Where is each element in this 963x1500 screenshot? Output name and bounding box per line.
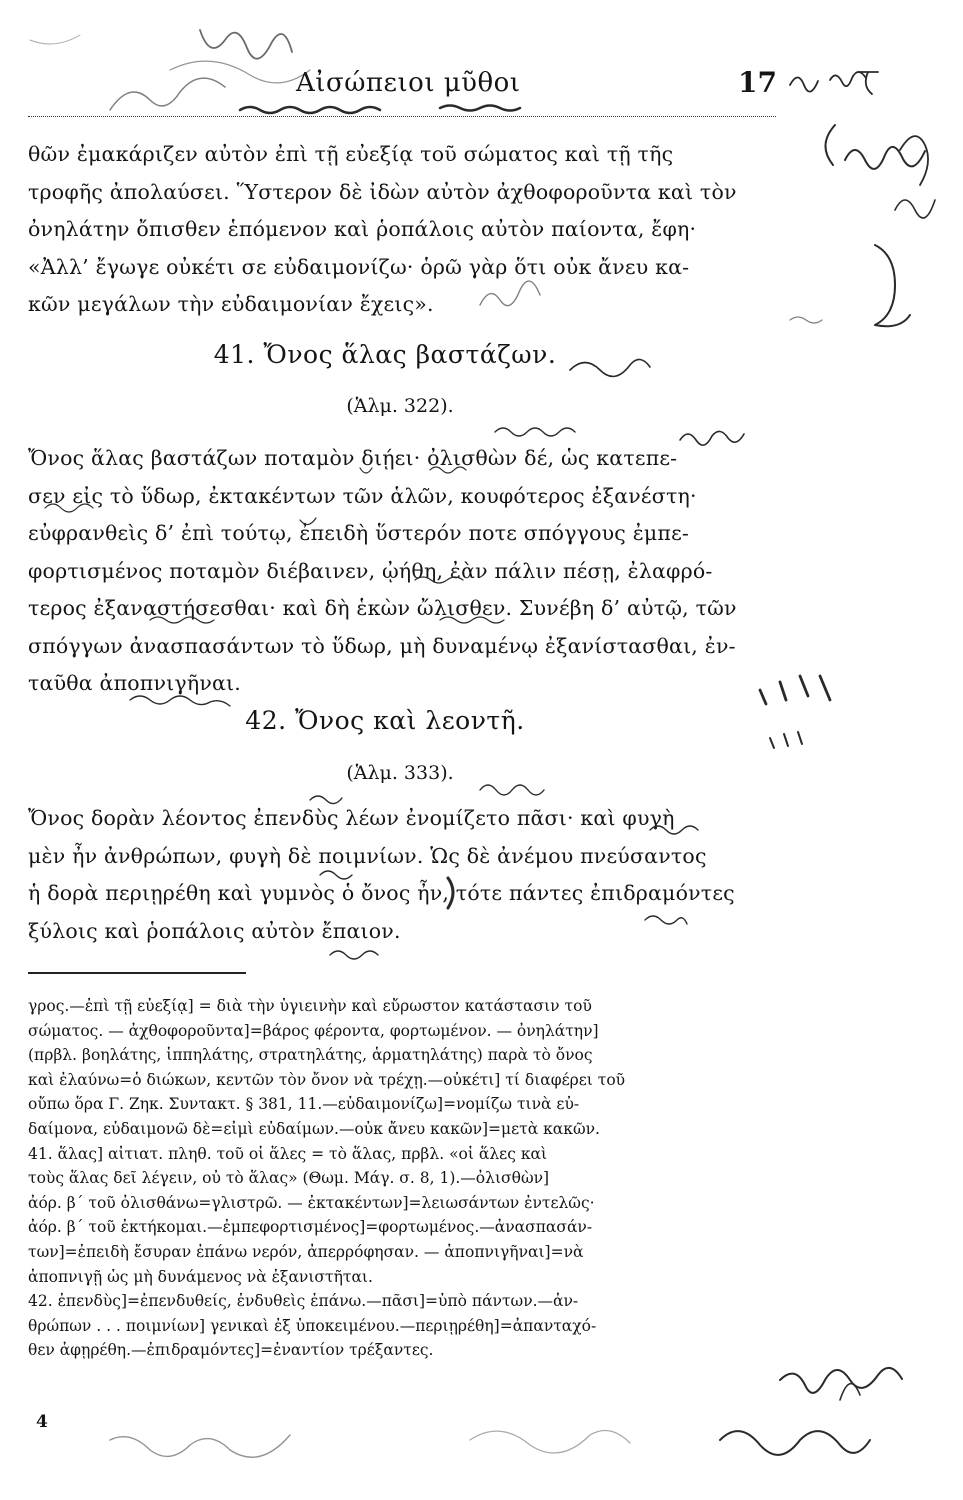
footnote-line: ἀποπνιγῇ ὡς μὴ δυνάμενος νὰ ἐξανιστῆται.: [28, 1267, 373, 1286]
fable-42-reference: (Ἁλμ. 333).: [346, 762, 454, 784]
text-line: ὀνηλάτην ὄπισθεν ἑπόμενον καὶ ῥοπάλοις αὐτὸν παίοντα, ἔφη·: [28, 217, 697, 241]
footnote-line: καὶ ἐλαύνω=ὁ διώκων, κεντῶν τὸν ὄνον νὰ τρέχῃ.—οὐκέτι] τί διαφέρει τοῦ: [28, 1070, 626, 1089]
footnote-line: ἀόρ. β΄ τοῦ ἐκτήκομαι.—ἐμπεφορτισμένος]=φορτωμένος.—ἀνασπασάν-: [28, 1218, 593, 1237]
footnote-line: θρώπων . . . ποιμνίων] γενικαὶ ἐξ ὑποκειμένου.—περιῃρέθη]=ἀπανταχό-: [28, 1316, 597, 1335]
footnote-line: 42. ἐπενδὺς]=ἐπενδυθείς, ἐνδυθεὶς ἐπάνω.—πᾶσι]=ὑπὸ πάντων.—ἀν-: [28, 1292, 579, 1311]
text-line: τερος ἐξαναστήσεσθαι· καὶ δὴ ἑκὼν ὤλισθεν. Συνέβη δ’ αὐτῷ, τῶν: [28, 596, 737, 620]
page-number: 17: [738, 66, 777, 99]
footnote-line: θεν ἀφῃρέθη.—ἐπιδραμόντες]=ἐναντίον τρέξαντες.: [28, 1341, 434, 1360]
text-line: ξύλοις καὶ ῥοπάλοις αὐτὸν ἔπαιον.: [28, 918, 401, 943]
running-header-title: Αἰσώπειοι μῦθοι: [296, 68, 521, 98]
footnote-line: δαίμονα, εὐδαιμονῶ δὲ=εἰμὶ εὐδαίμων.—οὐκ ἄνευ κακῶν]=μετὰ κακῶν.: [28, 1119, 600, 1138]
text-line: μὲν ἦν ἀνθρώπων, φυγὴ δὲ ποιμνίων. Ὡς δὲ ἀνέμου πνεύσαντος: [28, 843, 707, 868]
text-line: «Ἀλλ’ ἔγωγε οὐκέτι σε εὐδαιμονίζω· ὁρῶ γὰρ ὅτι οὐκ ἄνευ κα-: [28, 254, 690, 279]
text-line: σεν εἰς τὸ ὕδωρ, ἐκτακέντων τῶν ἁλῶν, κουφότερος ἐξανέστη·: [28, 483, 697, 508]
text-line: Ὄνος δορὰν λέοντος ἐπενδὺς λέων ἐνομίζετο πᾶσι· καὶ φυγὴ: [28, 806, 675, 830]
footnote-line: (πρβλ. βοηλάτης, ἱππηλάτης, στρατηλάτης, ἁρματηλάτης) παρὰ τὸ ὄνος: [28, 1046, 593, 1065]
text-line: κῶν μεγάλων τὴν εὐδαιμονίαν ἔχεις».: [28, 292, 434, 316]
footnote-line: οὔπω ὅρα Γ. Ζηκ. Συντακτ. § 381, 11.—εὐδαιμονίζω]=νομίζω τινὰ εὐ-: [28, 1095, 580, 1114]
text-line: τροφῆς ἀπολαύσει. Ὕστερον δὲ ἰδὼν αὐτὸν ἀχθοφοροῦντα καὶ τὸν: [28, 179, 737, 204]
text-line: φορτισμένος ποταμὸν διέβαινεν, ᾠήθη, ἐὰν πάλιν πέσῃ, ἐλαφρό-: [28, 558, 713, 583]
text-line: Ὄνος ἅλας βαστάζων ποταμὸν διῄει· ὀλισθὼν δέ, ὡς κατεπε-: [28, 446, 678, 470]
fable-41-title: 41. Ὄνος ἅλας βαστάζων.: [213, 340, 557, 369]
text-line: εὐφρανθεὶς δ’ ἐπὶ τούτῳ, ἐπειδὴ ὕστερόν ποτε σπόγγους ἐμπε-: [28, 521, 690, 545]
text-line: θῶν ἐμακάριζεν αὐτὸν ἐπὶ τῇ εὐεξίᾳ τοῦ σώματος καὶ τῇ τῆς: [28, 142, 674, 166]
footnote-line: των]=ἐπειδὴ ἔσυραν ἐπάνω νερόν, ἀπερρόφησαν. — ἀποπνιγῆναι]=νὰ: [28, 1242, 584, 1261]
text-line: ἡ δορὰ περιῃρέθη καὶ γυμνὸς ὁ ὄνος ἦν, τότε πάντες ἐπιδραμόντες: [28, 881, 735, 905]
signature-number: 4: [36, 1412, 48, 1432]
footnote-line: γρος.—ἐπὶ τῇ εὐεξίᾳ] = διὰ τὴν ὑγιεινὴν καὶ εὔρωστον κατάστασιν τοῦ: [28, 997, 592, 1015]
footnote-line: σώματος. — ἀχθοφοροῦντα]=βάρος φέροντα, φορτωμένον. — ὀνηλάτην]: [28, 1021, 599, 1040]
footnote-line: ἀόρ. β΄ τοῦ ὀλισθάνω=γλιστρῶ. — ἐκτακέντων]=λειωσάντων ἐντελῶς·: [28, 1193, 595, 1212]
footnote-line: 41. ἅλας] αἰτιατ. πληθ. τοῦ οἱ ἅλες = τὸ ἅλας, πρβλ. «οἱ ἅλες καὶ: [28, 1144, 548, 1163]
fable-42-title: 42. Ὄνος καὶ λεοντῆ.: [245, 706, 525, 735]
footnote-line: τοὺς ἅλας δεῖ λέγειν, οὐ τὸ ἅλας» (Θωμ. Μάγ. σ. 8, 1).—ὀλισθὼν]: [28, 1169, 550, 1188]
fable-41-reference: (Ἁλμ. 322).: [346, 395, 454, 417]
text-line: ταῦθα ἀποπνιγῆναι.: [28, 671, 241, 695]
text-line: σπόγγων ἀνασπασάντων τὸ ὕδωρ, μὴ δυναμένῳ ἐξανίστασθαι, ἐν-: [28, 633, 736, 658]
